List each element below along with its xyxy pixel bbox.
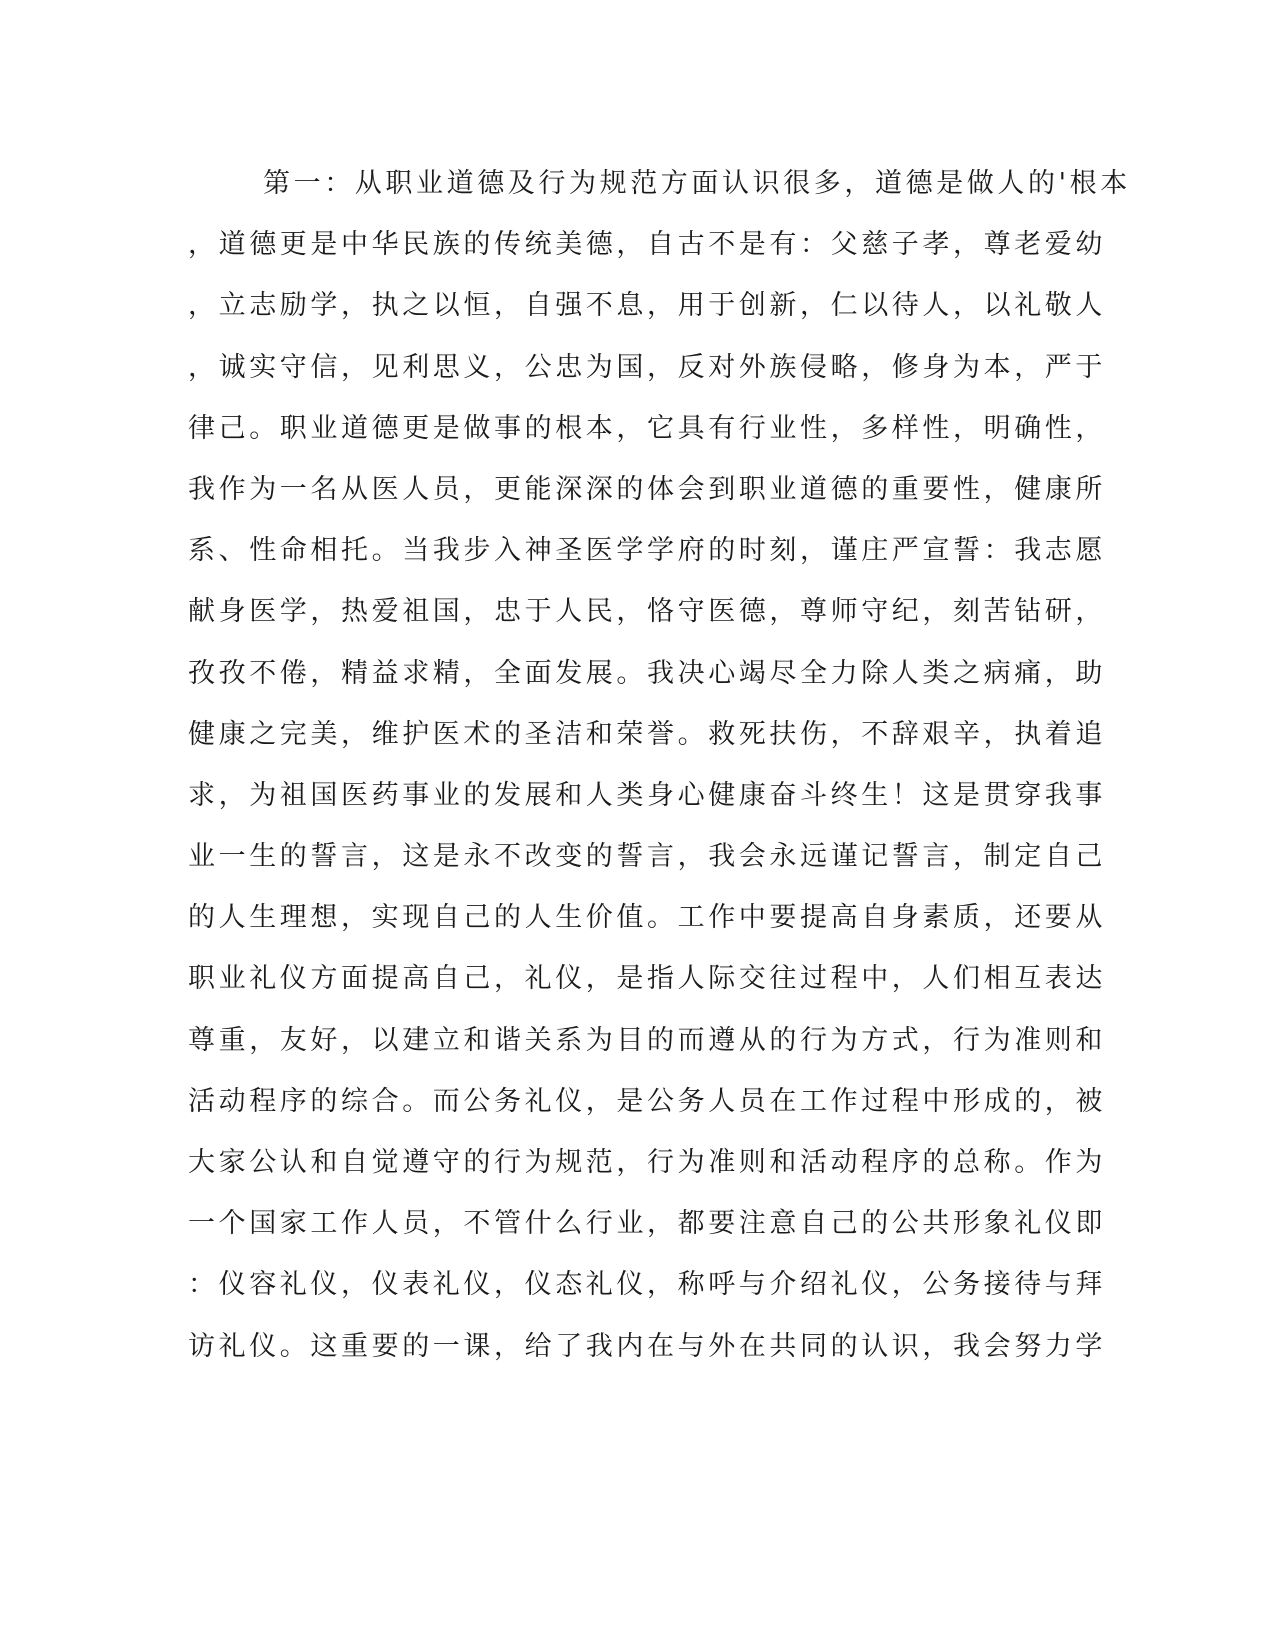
body-text <box>188 164 1131 1388</box>
text-line: 活动程序的综合。而公务礼仪，是公务人员在工作过程中形成的，被 <box>188 1085 1106 1117</box>
text-line: 职业礼仪方面提高自己，礼仪，是指人际交往过程中，人们相互表达 <box>188 963 1106 995</box>
text-line: 我作为一名从医人员，更能深深的体会到职业道德的重要性，健康所 <box>188 473 1106 505</box>
text-line: ，诚实守信，见利思义，公忠为国，反对外族侵略，修身为本，严于 <box>188 351 1106 383</box>
text-line: 访礼仪。这重要的一课，给了我内在与外在共同的认识，我会努力学 <box>188 1330 1106 1362</box>
text-line: 第一：从职业道德及行为规范方面认识很多，道德是做人的'根本 <box>263 168 1131 199</box>
text-line: 求，为祖国医药事业的发展和人类身心健康奋斗终生！这是贯穿我事 <box>188 779 1106 811</box>
text-line: 尊重，友好，以建立和谐关系为目的而遵从的行为方式，行为准则和 <box>188 1024 1106 1056</box>
text-line: 律己。职业道德更是做事的根本，它具有行业性，多样性，明确性， <box>188 412 1106 444</box>
text-line: 孜孜不倦，精益求精，全面发展。我决心竭尽全力除人类之病痛，助 <box>188 657 1106 689</box>
text-line: 业一生的誓言，这是永不改变的誓言，我会永远谨记誓言，制定自己 <box>188 841 1106 873</box>
text-line: 的人生理想，实现自己的人生价值。工作中要提高自身素质，还要从 <box>188 902 1106 934</box>
text-line: 献身医学，热爱祖国，忠于人民，恪守医德，尊师守纪，刻苦钻研， <box>188 596 1106 628</box>
text-line: ：仪容礼仪，仪表礼仪，仪态礼仪，称呼与介绍礼仪，公务接待与拜 <box>188 1269 1106 1301</box>
text-line: 一个国家工作人员，不管什么行业，都要注意自己的公共形象礼仪即 <box>188 1208 1106 1240</box>
text-line: 系、性命相托。当我步入神圣医学学府的时刻，谨庄严宣誓：我志愿 <box>188 535 1106 567</box>
text-line: ，立志励学，执之以恒，自强不息，用于创新，仁以待人，以礼敬人 <box>188 290 1106 322</box>
text-line: 健康之完美，维护医术的圣洁和荣誉。救死扶伤，不辞艰辛，执着追 <box>188 718 1106 750</box>
text-line: ，道德更是中华民族的传统美德，自古不是有：父慈子孝，尊老爱幼 <box>188 229 1106 261</box>
text-line: 大家公认和自觉遵守的行为规范，行为准则和活动程序的总称。作为 <box>188 1147 1106 1178</box>
